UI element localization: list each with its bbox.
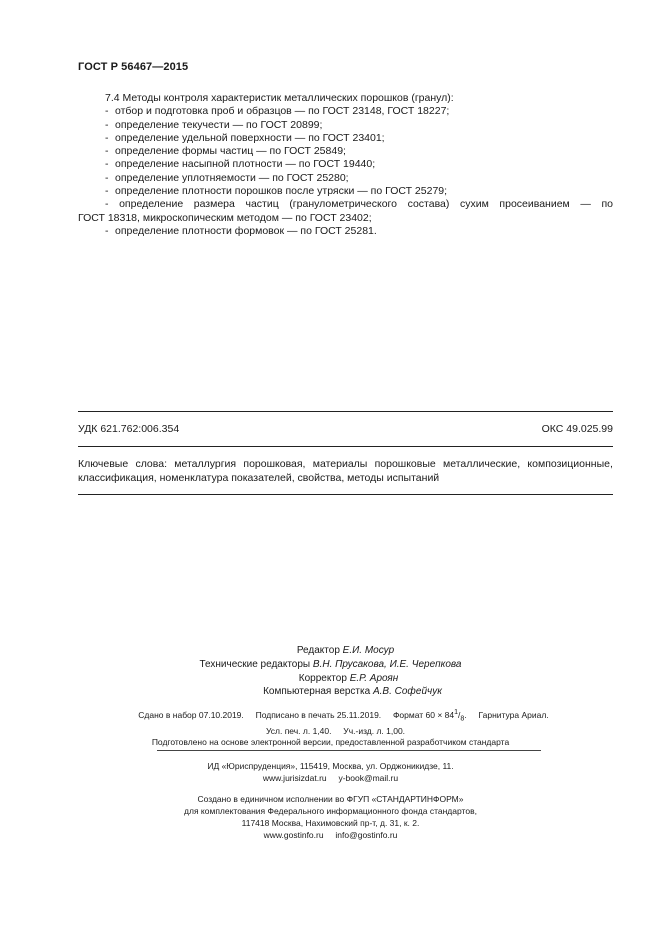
list-item: - определение текучести — по ГОСТ 20899; xyxy=(105,118,323,131)
divider xyxy=(78,411,613,412)
divider xyxy=(78,446,613,447)
print-details xyxy=(0,707,661,737)
list-item: - отбор и подготовка проб и образцов — по ГОСТ 23148, ГОСТ 18227; xyxy=(105,105,450,118)
credit-editor: Редактор Е.И. Мосур xyxy=(296,645,395,656)
list-item: - определение насыпной плотности — по ГОСТ 19440; xyxy=(105,158,376,171)
producer-info: Создано в единичном исполнении во ФГУП «СТАНДАРТИНФОРМ» для комплектования Федерального информационного фонда стандартов, 117418 Москва, Нахимовский пр-т, д. 31, к. 2. www.gostinfo.ru info@gostinfo.ru xyxy=(184,794,477,840)
credits xyxy=(0,644,661,699)
credit-tech-editors: Технические редакторы В.Н. Прусакова, И.Е. Черепкова xyxy=(199,658,462,670)
keywords-line: Ключевые слова: металлургия порошковая, материалы порошковые металлические, композиционные, xyxy=(78,458,613,470)
print-line: Сдано в набор 07.10.2019. Подписано в печать 25.11.2019. Формат $60 \times 84^1/_8$. Гарнитура Ариал. xyxy=(138,709,549,723)
methods-section xyxy=(78,92,613,238)
print-line: Усл. печ. л. 1,40. Уч.-изд. л. 1,00. xyxy=(265,725,406,736)
oks-code: ОКС 49.025.99 xyxy=(541,423,613,435)
basis-note: Подготовлено на основе электронной версии, предоставленной разработчиком стандарта xyxy=(151,737,510,747)
keywords-line: классификация, номенклатура показателей, свойства, методы испытаний xyxy=(78,471,440,484)
list-item-justified: - определение размера частиц (гранулометрического состава) сухим просеиванием — по xyxy=(105,198,613,211)
keywords xyxy=(78,458,613,485)
divider xyxy=(78,494,613,495)
section-heading: 7.4 Методы контроля характеристик металлических порошков (гранул): xyxy=(105,92,454,104)
standard-number: ГОСТ Р 56467—2015 xyxy=(78,61,189,73)
list-item: - определение формы частиц — по ГОСТ 25849; xyxy=(105,145,346,158)
credit-layout: Компьютерная верстка А.В. Софейчук xyxy=(263,686,442,698)
list-item: - определение удельной поверхности — по ГОСТ 23401; xyxy=(105,131,385,144)
list-item: - определение уплотняемости — по ГОСТ 25280; xyxy=(105,171,349,184)
udk-code: УДК 621.762:006.354 xyxy=(78,423,180,435)
publisher-info: ИД «Юриспруденция», 115419, Москва, ул. Орджоникидзе, 11. www.jurisizdat.ru y-book@mail.ru xyxy=(207,761,454,783)
list-item-continuation: ГОСТ 18318, микроскопическим методом — по ГОСТ 23402; xyxy=(78,211,372,224)
divider xyxy=(157,750,541,751)
credit-corrector: Корректор Е.Р. Ароян xyxy=(298,672,399,684)
list-item: - определение плотности формовок — по ГОСТ 25281. xyxy=(105,224,377,237)
list-item: - определение плотности порошков после утряски — по ГОСТ 25279; xyxy=(105,185,448,198)
